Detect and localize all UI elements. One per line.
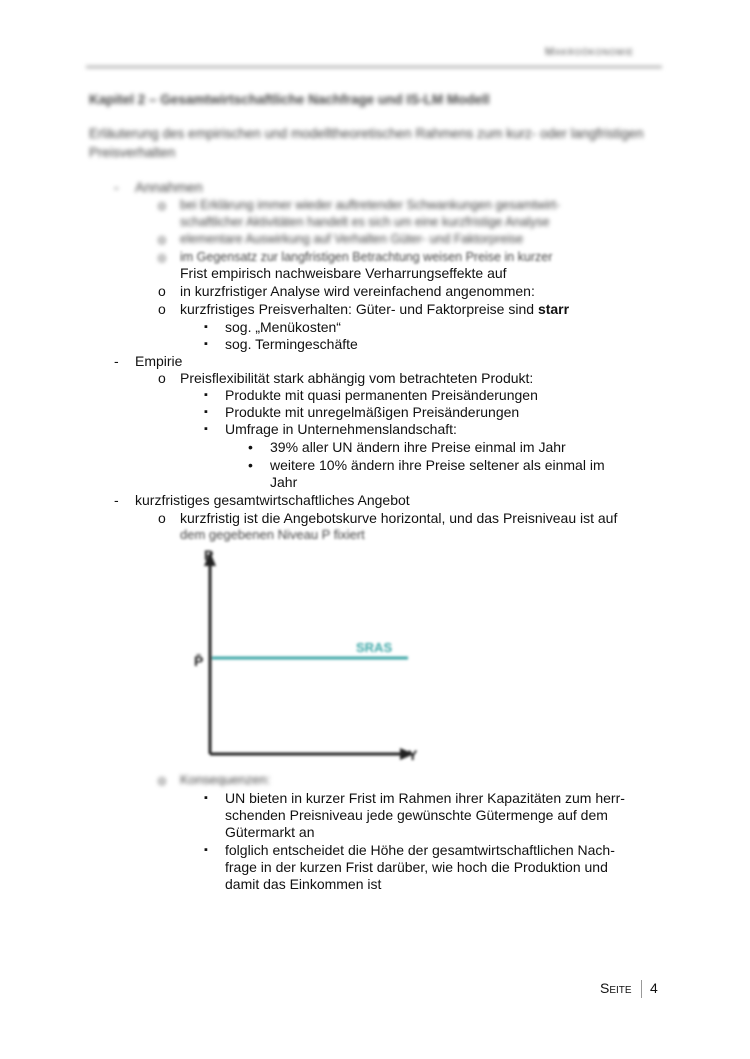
list-item-text: UN bieten in kurzer Frist im Rahmen ihrer Kapazitäten zum herr- [225,790,625,806]
list-item-text: Produkte mit unregelmäßigen Preisänderungen [225,404,520,420]
section-heading: Empirie [135,353,183,369]
circle-marker: o [158,772,166,788]
bullet-marker: • [248,457,253,473]
list-item-text: dem gegebenen Niveau P fixiert [180,527,365,542]
emphasis-text: starr [537,301,570,317]
dash-marker: - [114,353,119,369]
circle-marker: o [158,301,166,317]
list-item-text: weitere 10% ändern ihre Preise seltener als einmal im [270,457,605,473]
y-axis-label: P [204,547,214,563]
header-title: Makroökonomie [545,46,634,58]
bullet-marker: • [248,439,253,455]
square-marker: ▪ [204,844,208,856]
square-marker: ▪ [204,423,208,435]
list-item-text: schenden Preisniveau jede gewünschte Gütermenge auf dem [225,807,608,823]
circle-marker: o [158,370,166,386]
circle-marker: o [158,510,166,526]
list-item-text: Frist empirisch nachweisbare Verharrungseffekte auf [180,265,507,281]
list-item-text [180,300,569,318]
list-item-text: Produkte mit quasi permanenten Preisänderungen [225,387,538,403]
list-item-text: Umfrage in Unternehmenslandschaft: [225,421,457,437]
square-marker: ▪ [204,406,208,418]
chapter-title: Kapitel 2 – Gesamtwirtschaftliche Nachfrage und IS-LM Modell [89,92,490,107]
list-item-text-prefix: kurzfristiges Preisverhalten: Güter- und Faktorpreise sind [180,301,538,317]
footer-divider [641,980,642,998]
square-marker: ▪ [204,338,208,350]
list-item-text: damit das Einkommen ist [225,876,382,892]
sras-label: SRAS [356,640,393,655]
list-item-text: 39% aller UN ändern ihre Preise einmal im Jahr [270,439,566,455]
list-item-text: Jahr [270,474,298,490]
x-axis-label: Y [408,747,418,763]
square-marker: ▪ [204,792,208,804]
page-number: 4 [650,980,658,996]
list-item-text: Preisflexibilität stark abhängig vom betrachteten Produkt: [180,370,534,386]
list-item-text: Konsequenzen: [180,772,271,787]
price-level-label: P̄ [194,653,204,669]
circle-marker: o [158,249,166,265]
list-item-text: bei Erklärung immer wieder auftretender Schwankungen gesamtwirt- [180,198,561,212]
list-item-text: in kurzfristiger Analyse wird vereinfachend angenommen: [180,283,535,299]
list-item-text: schaftlicher Aktivitäten handelt es sich um eine kurzfristige Analyse [180,215,550,229]
sras-diagram [170,540,430,770]
list-item-text: Gütermarkt an [225,824,315,840]
annahmen-heading: Annahmen [135,179,203,195]
circle-marker: o [158,197,166,213]
list-item-text: sog. „Menükosten“ [225,319,341,335]
circle-marker: o [158,231,166,247]
list-item-text: kurzfristig ist die Angebotskurve horizontal, und das Preisniveau ist auf [180,510,618,526]
dash-marker: - [114,492,119,508]
footer-label: Seite [600,980,632,996]
list-item-text: im Gegensatz zur langfristigen Betrachtung weisen Preise in kurzer [180,250,553,264]
square-marker: ▪ [204,389,208,401]
section-heading: kurzfristiges gesamtwirtschaftliches Angebot [135,492,410,508]
intro-paragraph: Erläuterung des empirischen und modelltheoretischen Rahmens zum kurz- oder langfristigen Preisverhalten [89,126,644,160]
list-item-text: folglich entscheidet die Höhe der gesamtwirtschaftlichen Nach- [225,842,615,858]
list-item-text: frage in der kurzen Frist darüber, wie hoch die Produktion und [225,859,608,875]
list-item-text: sog. Termingeschäfte [225,336,358,352]
dash-marker: - [114,179,119,195]
circle-marker: o [158,283,166,299]
list-item-text: elementare Auswirkung auf Verhalten Güter- und Faktorpreise [180,232,524,246]
square-marker: ▪ [204,321,208,333]
header-divider [86,66,662,68]
